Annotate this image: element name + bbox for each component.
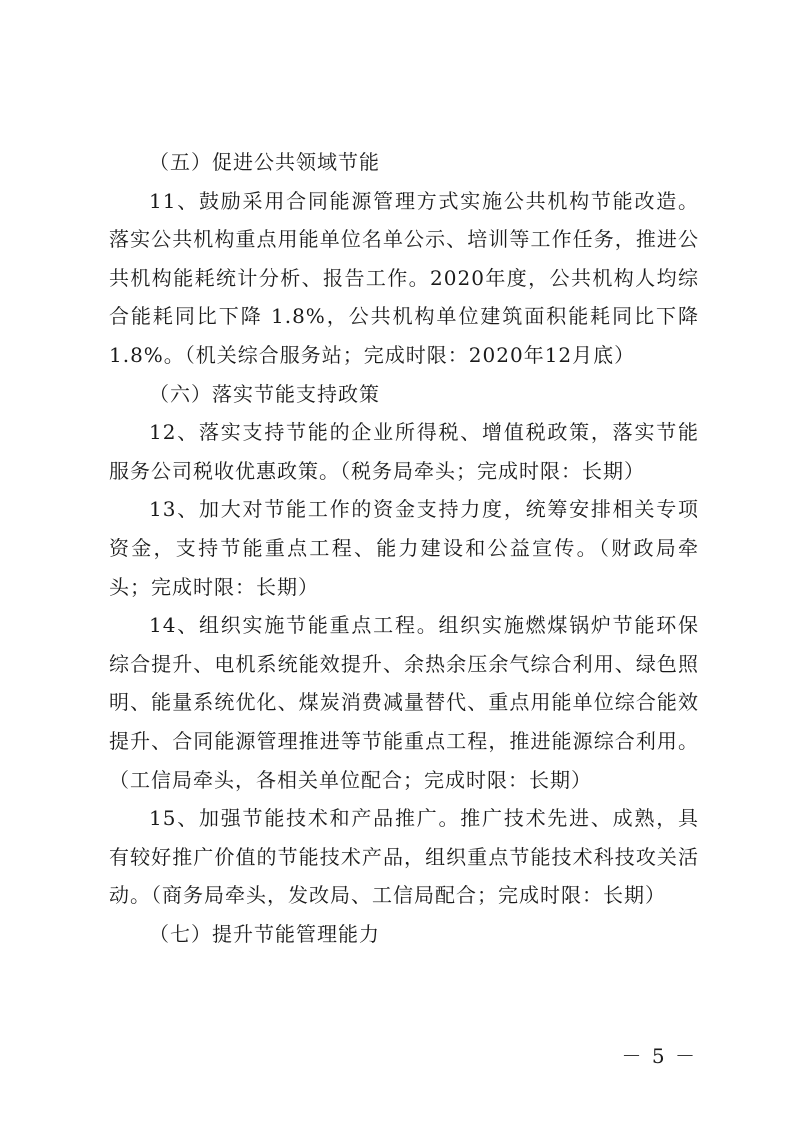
paragraph-item-12: 12、落实支持节能的企业所得税、增值税政策，落实节能服务公司税收优惠政策。（税务局牵头；完成时限：长期） [109,420,699,483]
paragraph-item-15: 15、加强节能技术和产品推广。推广技术先进、成熟，具有较好推广价值的节能技术产品，组织重点节能技术科技攻关活动。（商务局牵头，发改局、工信局配合；完成时限：长期） [109,806,699,908]
section-heading-5: （五）促进公共领域节能 [149,150,380,174]
paragraph-item-11: 11、鼓励采用合同能源管理方式实施公共机构节能改造。落实公共机构重点用能单位名单公示、培训等工作任务，推进公共机构能耗统计分析、报告工作。2020年度，公共机构人均综合能耗同比下降 1.8%，公共机构单位建筑面积能耗同比下降1.8%。（机关综合服务站；完成时限：2020年12月底） [109,188,699,367]
paragraph-item-14: 14、组织实施节能重点工程。组织实施燃煤锅炉节能环保综合提升、电机系统能效提升、余热余压余气综合利用、绿色照明、能量系统优化、煤炭消费减量替代、重点用能单位综合能效提升、合同能源管理推进等节能重点工程，推进能源综合利用。（工信局牵头，各相关单位配合；完成时限：长期） [109,613,699,792]
section-heading-6: （六）落实节能支持政策 [149,381,380,406]
document-body [109,143,699,953]
paragraph-item-13: 13、加大对节能工作的资金支持力度，统筹安排相关专项资金，支持节能重点工程、能力建设和公益宣传。（财政局牵头；完成时限：长期） [109,497,699,599]
page-number: － 5 － [621,1044,697,1068]
section-heading-7: （七）提升节能管理能力 [149,921,380,946]
